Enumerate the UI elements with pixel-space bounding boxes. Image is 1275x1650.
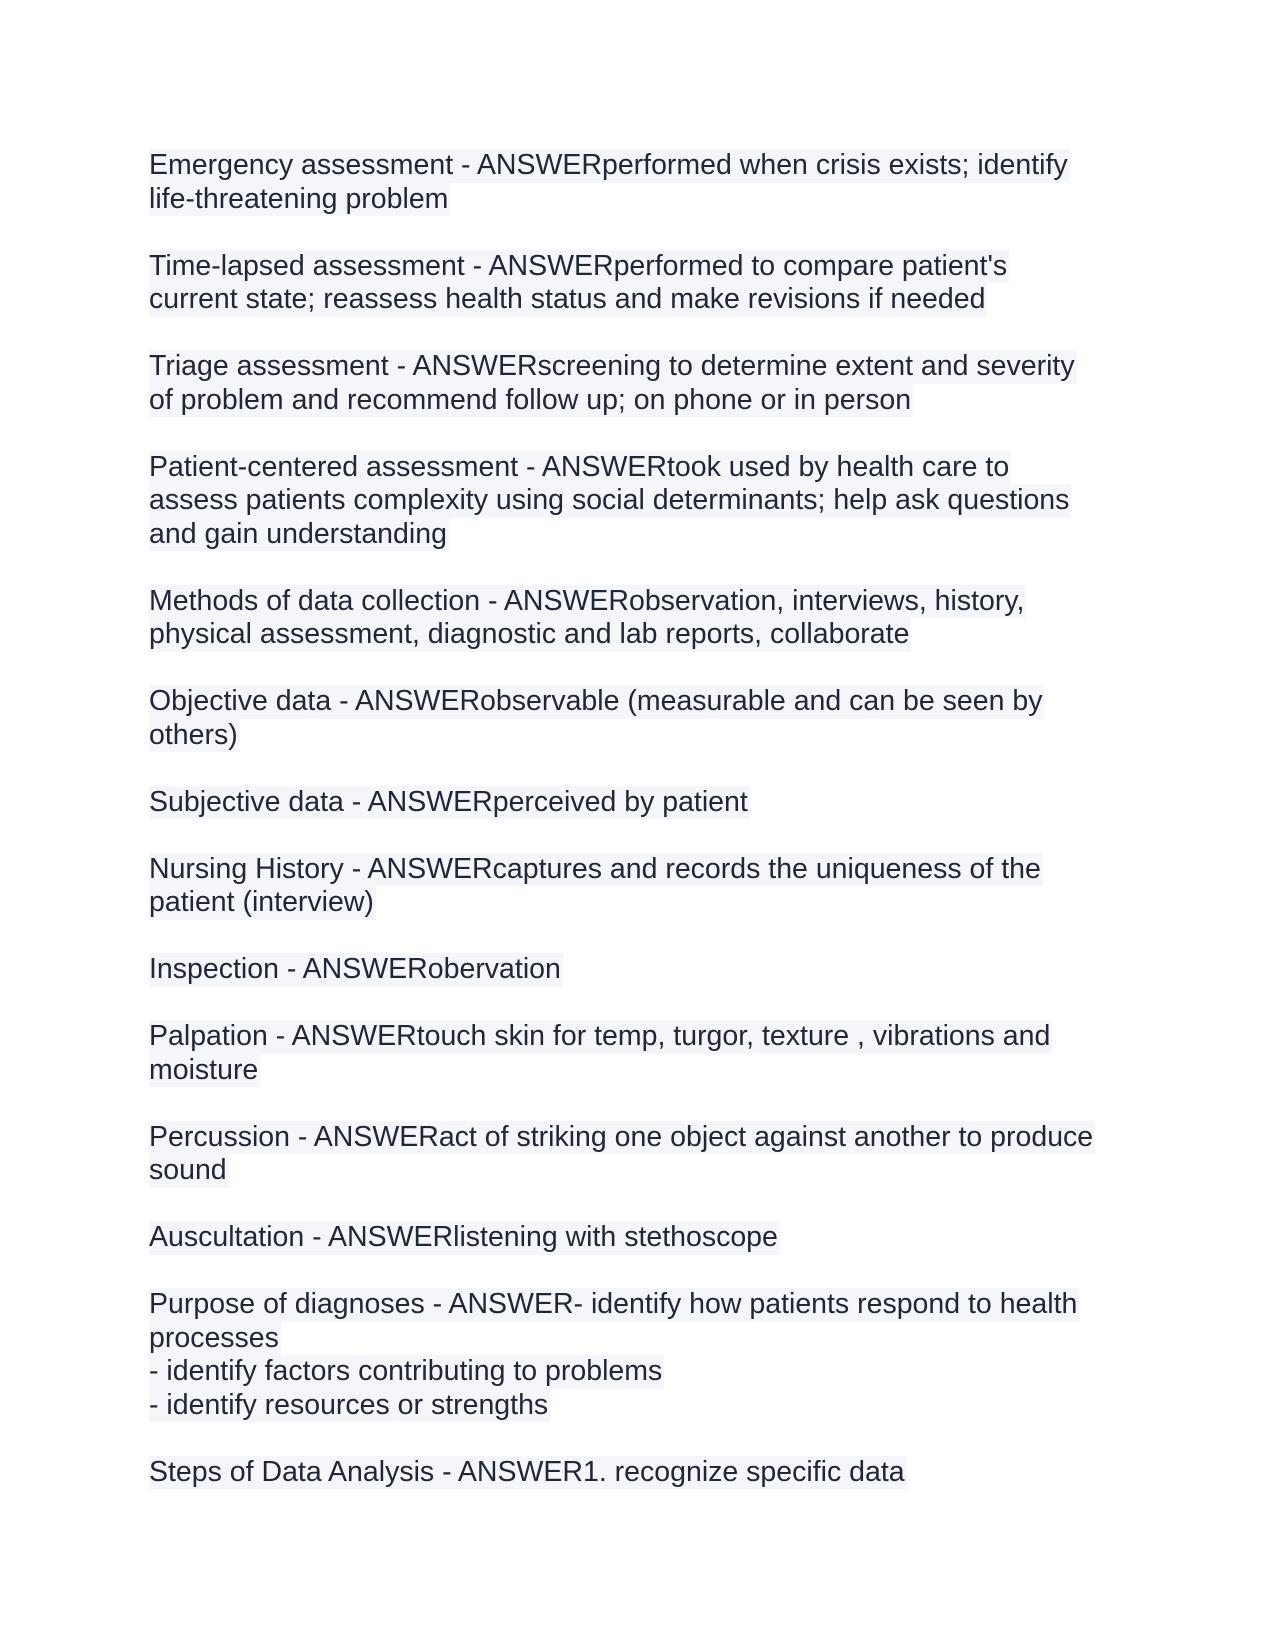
entry-line: Auscultation - ANSWERlistening with stethoscope — [149, 1221, 778, 1253]
entry-line: Patient-centered assessment - ANSWERtook used by health care to — [149, 450, 1010, 483]
entry-line: physical assessment, diagnostic and lab reports, collaborate — [149, 618, 910, 650]
entry-line: Subjective data - ANSWERperceived by patient — [149, 785, 748, 818]
entry-line: Methods of data collection - ANSWERobservation, interviews, history, — [149, 584, 1025, 617]
entry-line: - identify resources or strengths — [149, 1388, 549, 1421]
entry-inspection — [149, 953, 1129, 987]
entry-line: - identify factors contributing to problems — [149, 1355, 663, 1387]
entry-purpose-of-diagnoses — [149, 1288, 1129, 1422]
entry-line: processes — [149, 1321, 279, 1354]
entry-line: and gain understanding — [149, 517, 447, 550]
entry-line: current state; reassess health status and make revisions if needed — [149, 283, 986, 315]
entry-line: Steps of Data Analysis - ANSWER1. recognize specific data — [149, 1455, 905, 1488]
entry-methods-of-data-collection — [149, 585, 1129, 652]
entry-line: assess patients complexity using social determinants; help ask questions — [149, 484, 1070, 516]
entry-line: moisture — [149, 1053, 259, 1086]
entry-line: patient (interview) — [149, 886, 374, 918]
entry-line: Triage assessment - ANSWERscreening to determine extent and severity — [149, 350, 1075, 382]
entry-line: Palpation - ANSWERtouch skin for temp, turgor, texture , vibrations and — [149, 1020, 1051, 1052]
entry-triage-assessment — [149, 350, 1129, 417]
entry-patient-centered-assessment — [149, 451, 1129, 552]
entry-objective-data — [149, 685, 1129, 752]
entry-percussion — [149, 1121, 1129, 1188]
entry-line: sound — [149, 1154, 227, 1186]
entry-line: Time-lapsed assessment - ANSWERperformed to compare patient's — [149, 249, 1008, 282]
entry-subjective-data — [149, 786, 1129, 820]
entry-line: Percussion - ANSWERact of striking one object against another to produce — [149, 1120, 1094, 1153]
entry-line: life-threatening problem — [149, 182, 449, 215]
entry-steps-of-data-analysis — [149, 1456, 1129, 1490]
entry-line: Nursing History - ANSWERcaptures and records the uniqueness of the — [149, 852, 1041, 885]
entry-line: Objective data - ANSWERobservable (measurable and can be seen by — [149, 685, 1043, 717]
entry-palpation — [149, 1020, 1129, 1087]
entry-auscultation — [149, 1221, 1129, 1255]
entry-nursing-history — [149, 853, 1129, 920]
entry-line: Emergency assessment - ANSWERperformed when crisis exists; identify — [149, 149, 1068, 181]
entry-line: others) — [149, 718, 238, 751]
entry-emergency-assessment — [149, 149, 1129, 216]
document-page — [149, 149, 1129, 1523]
entry-line: of problem and recommend follow up; on phone or in person — [149, 383, 912, 416]
entry-time-lapsed-assessment — [149, 250, 1129, 317]
entry-line: Purpose of diagnoses - ANSWER- identify how patients respond to health — [149, 1288, 1078, 1320]
entry-line: Inspection - ANSWERobervation — [149, 953, 561, 985]
